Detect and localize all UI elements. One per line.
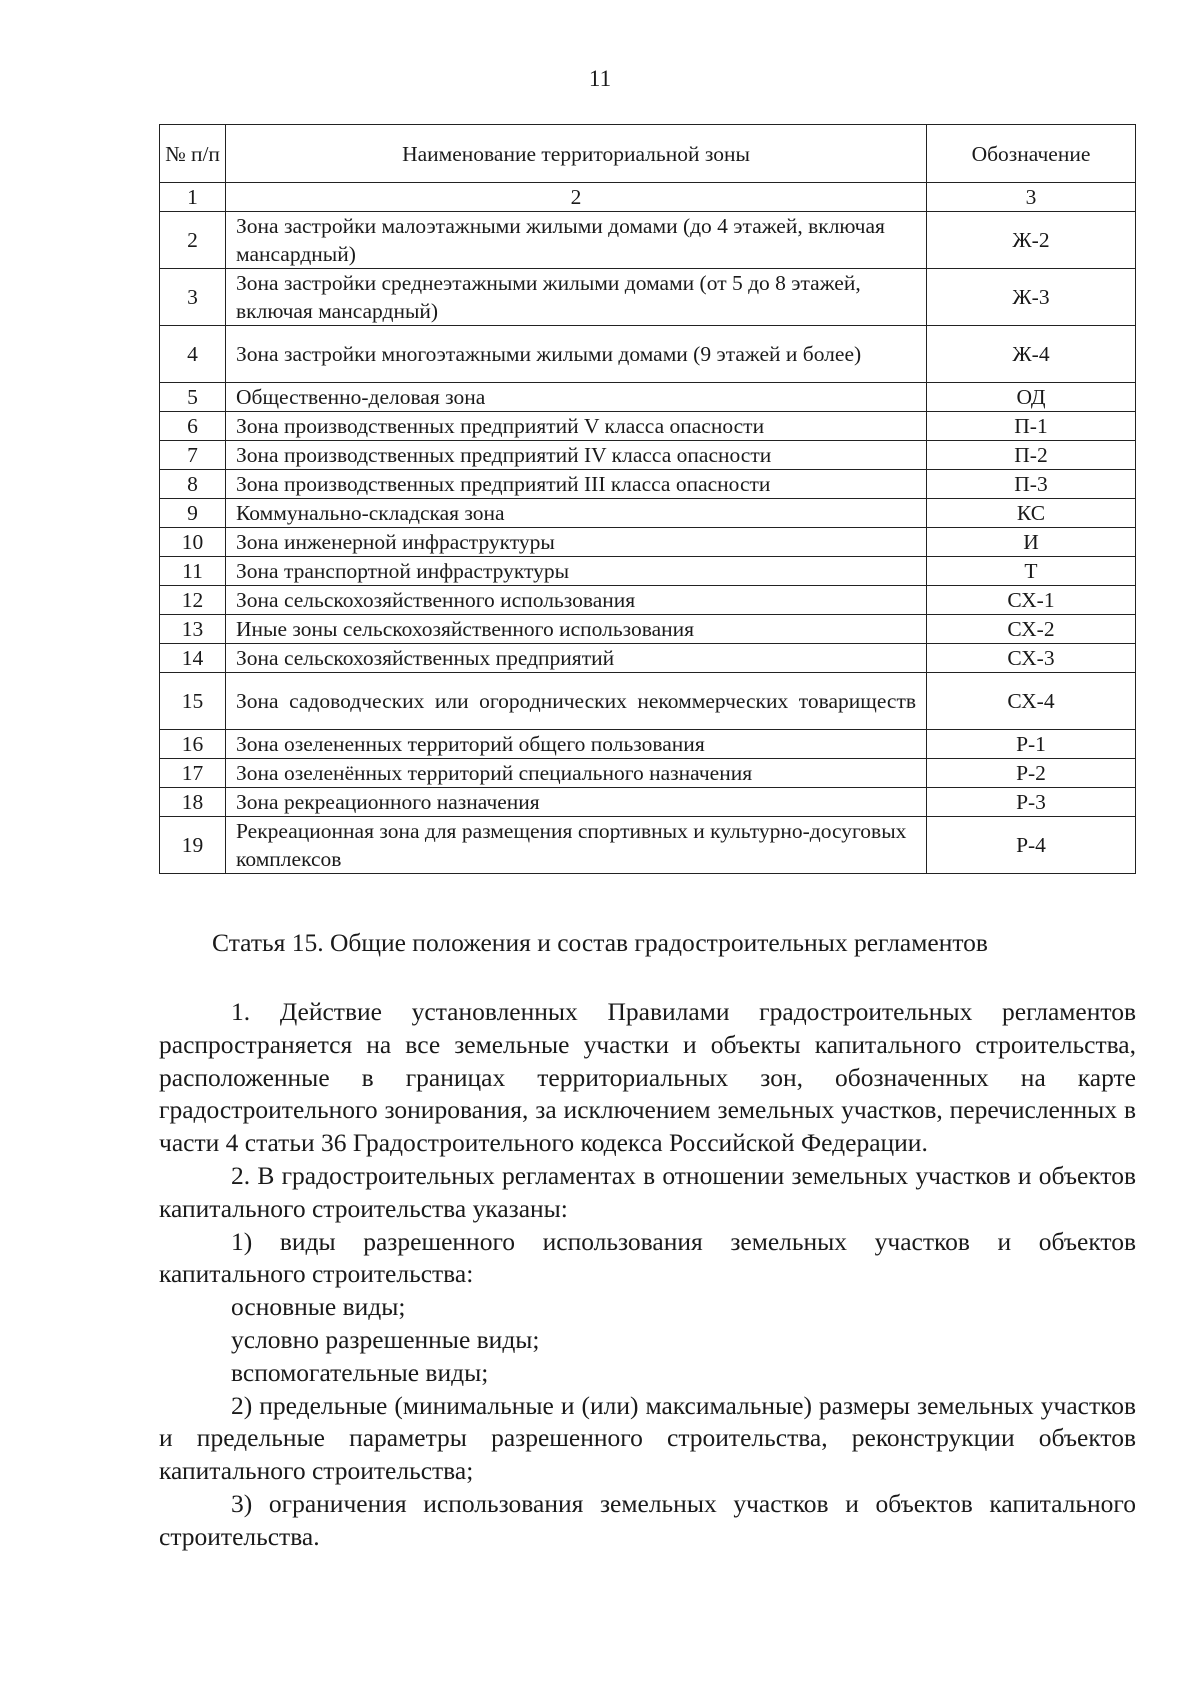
index-code: 3 [927,183,1136,212]
row-name: Зона производственных предприятий IV класса опасности [226,441,927,470]
row-num: 12 [160,586,226,615]
row-code: СХ-3 [927,644,1136,673]
row-num: 10 [160,528,226,557]
table-row [160,788,1136,817]
row-code: Р-4 [927,817,1136,874]
row-name: Зона транспортной инфраструктуры [226,557,927,586]
header-code: Обозначение [927,125,1136,183]
row-num: 5 [160,383,226,412]
article-body [159,996,1136,1554]
row-code: Р-2 [927,759,1136,788]
row-num: 13 [160,615,226,644]
table-row [160,383,1136,412]
header-num: № п/п [160,125,226,183]
table-index-row [160,183,1136,212]
table-header-row [160,125,1136,183]
row-num: 18 [160,788,226,817]
row-name: Общественно-деловая зона [226,383,927,412]
index-name: 2 [226,183,927,212]
paragraph-4: 2) предельные (минимальные и (или) максимальные) размеры земельных участков и предельные параметры разрешенного строительства, реконструкции объектов капитального строительства; [159,1390,1136,1486]
row-code: Т [927,557,1136,586]
article-title: Статья 15. Общие положения и состав градостроительных регламентов [212,928,988,957]
row-code: Р-3 [927,788,1136,817]
row-name: Зона застройки малоэтажными жилыми домами (до 4 этажей, включая мансардный) [226,212,927,269]
territorial-zones-table [159,124,1136,874]
table-row [160,528,1136,557]
row-code: Ж-4 [927,326,1136,383]
table-row [160,673,1136,730]
list-item-auxiliary: вспомогательные виды; [231,1357,489,1387]
row-name: Зона сельскохозяйственных предприятий [226,644,927,673]
row-num: 8 [160,470,226,499]
table-row [160,326,1136,383]
table-row [160,269,1136,326]
row-num: 16 [160,730,226,759]
table-row [160,730,1136,759]
row-name: Зона садоводческих или огороднических некоммерческих товариществ [226,673,927,730]
row-num: 11 [160,557,226,586]
list-item-conditional: условно разрешенные виды; [231,1324,540,1354]
index-num: 1 [160,183,226,212]
row-code: СХ-1 [927,586,1136,615]
row-code: СХ-4 [927,673,1136,730]
row-name: Рекреационная зона для размещения спортивных и культурно-досуговых комплексов [226,817,927,874]
row-num: 14 [160,644,226,673]
table-row [160,557,1136,586]
row-name: Зона производственных предприятий III класса опасности [226,470,927,499]
row-num: 15 [160,673,226,730]
row-num: 2 [160,212,226,269]
paragraph-2: 2. В градостроительных регламентах в отношении земельных участков и объектов капитального строительства указаны: [159,1160,1136,1223]
row-name: Зона сельскохозяйственного использования [226,586,927,615]
table-row [160,817,1136,874]
row-num: 3 [160,269,226,326]
row-name: Зона озеленённых территорий специального назначения [226,759,927,788]
row-name: Зона инженерной инфраструктуры [226,528,927,557]
row-name: Зона озелененных территорий общего пользования [226,730,927,759]
row-code: КС [927,499,1136,528]
row-num: 19 [160,817,226,874]
row-code: Ж-2 [927,212,1136,269]
row-num: 9 [160,499,226,528]
row-num: 6 [160,412,226,441]
table-row [160,441,1136,470]
row-code: ОД [927,383,1136,412]
table-row [160,615,1136,644]
row-num: 4 [160,326,226,383]
row-code: СХ-2 [927,615,1136,644]
row-code: Р-1 [927,730,1136,759]
table-row [160,212,1136,269]
list-item-basic: основные виды; [231,1292,406,1322]
table-row [160,586,1136,615]
table-row [160,644,1136,673]
row-code: П-1 [927,412,1136,441]
row-name: Зона застройки многоэтажными жилыми домами (9 этажей и более) [226,326,927,383]
row-name: Зона производственных предприятий V класса опасности [226,412,927,441]
table-row [160,499,1136,528]
row-num: 17 [160,759,226,788]
page-number: 11 [588,66,612,91]
row-name: Иные зоны сельскохозяйственного использования [226,615,927,644]
table-row [160,470,1136,499]
row-code: П-2 [927,441,1136,470]
paragraph-5: 3) ограничения использования земельных участков и объектов капитального строительства. [159,1488,1136,1551]
row-name: Коммунально-складская зона [226,499,927,528]
row-code: П-3 [927,470,1136,499]
paragraph-1: 1. Действие установленных Правилами градостроительных регламентов распространяется на все земельные участки и объекты капитального строительства, расположенные в границах территориальных зон, обозначенных на карте градостроительного зонирования, за исключением земельных участков, перечисленных в части 4 статьи 36 Градостроительного кодекса Российской Федерации. [159,997,1136,1158]
row-code: И [927,528,1136,557]
row-code: Ж-3 [927,269,1136,326]
table-row [160,759,1136,788]
paragraph-3: 1) виды разрешенного использования земельных участков и объектов капитального строительства: [159,1226,1136,1289]
row-num: 7 [160,441,226,470]
row-name: Зона застройки среднеэтажными жилыми домами (от 5 до 8 этажей, включая мансардный) [226,269,927,326]
table-row [160,412,1136,441]
row-name: Зона рекреационного назначения [226,788,927,817]
header-name: Наименование территориальной зоны [226,125,927,183]
